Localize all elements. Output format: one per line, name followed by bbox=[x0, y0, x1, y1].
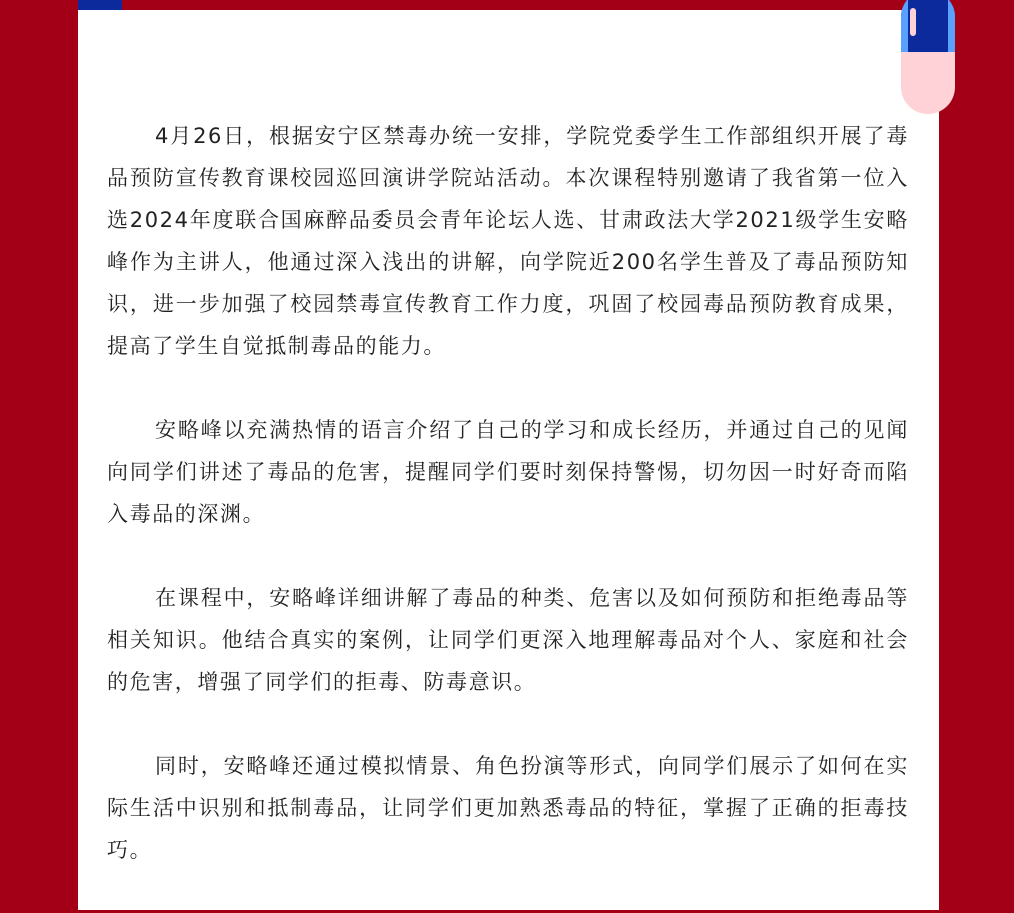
pill-capsule-icon bbox=[901, 0, 955, 114]
header-blue-tab bbox=[78, 0, 122, 10]
paragraph-course-content: 在课程中，安略峰详细讲解了毒品的种类、危害以及如何预防和拒绝毒品等相关知识。他结合真实的案例，让同学们更深入地理解毒品对个人、家庭和社会的危害，增强了同学们的拒毒、防毒意识。 bbox=[107, 586, 909, 694]
article-body bbox=[107, 115, 909, 913]
paragraph-speaker-experience: 安略峰以充满热情的语言介绍了自己的学习和成长经历，并通过自己的见闻向同学们讲述了毒品的危害，提醒同学们要时刻保持警惕，切勿因一时好奇而陷入毒品的深渊。 bbox=[107, 418, 909, 526]
pill-shine bbox=[910, 8, 916, 36]
paragraph-intro: 4月26日，根据安宁区禁毒办统一安排，学院党委学生工作部组织开展了毒品预防宣传教育课校园巡回演讲学院站活动。本次课程特别邀请了我省第一位入选2024年度联合国麻醉品委员会青年论坛人选、甘肃政法大学2021级学生安略峰作为主讲人，他通过深入浅出的讲解，向学院近200名学生普及了毒品预防知识，进一步加强了校园禁毒宣传教育工作力度，巩固了校园毒品预防教育成果，提高了学生自觉抵制毒品的能力。 bbox=[107, 124, 909, 358]
paragraph-role-play: 同时，安略峰还通过模拟情景、角色扮演等形式，向同学们展示了如何在实际生活中识别和抵制毒品，让同学们更加熟悉毒品的特征，掌握了正确的拒毒技巧。 bbox=[107, 754, 909, 862]
